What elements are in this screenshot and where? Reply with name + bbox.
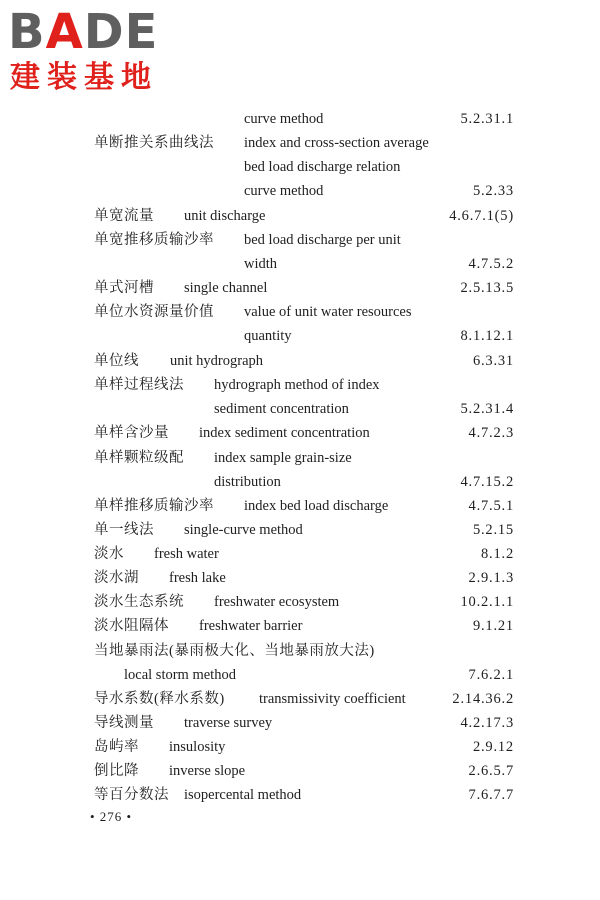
entry-line — [0, 108, 600, 130]
term-zh: 单宽推移质输沙率 — [94, 232, 214, 248]
term-zh: 淡水生态系统 — [94, 594, 184, 610]
term-en: isopercental method — [184, 787, 302, 803]
logo-subtitle: 建装基地 — [10, 60, 158, 95]
entry-line — [0, 180, 600, 202]
term-code: 2.6.5.7 — [468, 763, 514, 779]
term-zh: 等百分数法 — [94, 787, 169, 803]
term-code: 2.5.13.5 — [460, 280, 514, 296]
term-en: index and cross-section average — [244, 135, 429, 151]
term-en: sediment concentration — [214, 401, 349, 417]
entry-line — [0, 156, 600, 178]
term-en: bed load discharge per unit — [244, 232, 401, 248]
term-code: 10.2.1.1 — [460, 594, 514, 610]
term-code: 6.3.31 — [472, 353, 514, 369]
entry-line — [0, 784, 600, 806]
entry-line — [0, 640, 600, 662]
term-en: fresh water — [154, 546, 219, 562]
entry-line — [0, 712, 600, 734]
entry-line — [0, 495, 600, 517]
term-en: curve method — [244, 111, 324, 127]
term-code: 8.1.2 — [481, 546, 514, 562]
entry-line — [0, 688, 600, 710]
term-code: 4.7.2.3 — [468, 425, 514, 441]
term-en: transmissivity coefficient — [259, 691, 406, 707]
term-code: 2.9.1.3 — [468, 570, 514, 586]
entry-line — [0, 325, 600, 347]
term-en: value of unit water resources — [244, 304, 412, 320]
term-code: 4.2.17.3 — [460, 715, 514, 731]
term-en: width — [244, 256, 278, 272]
term-zh: 单一线法 — [94, 522, 154, 538]
term-zh: 导水系数(释水系数) — [94, 691, 225, 707]
entry-line — [0, 760, 600, 782]
term-en: quantity — [244, 328, 292, 344]
entry-line — [0, 374, 600, 396]
term-en: curve method — [244, 183, 324, 199]
term-code: 4.7.5.1 — [468, 498, 514, 514]
entry-line — [0, 301, 600, 323]
entry-line — [0, 736, 600, 758]
term-zh: 单样含沙量 — [94, 425, 169, 441]
term-en: local storm method — [124, 667, 236, 683]
term-code: 2.14.36.2 — [452, 691, 514, 707]
term-code: 7.6.7.7 — [468, 787, 514, 803]
term-code: 4.7.15.2 — [460, 474, 514, 490]
term-zh: 单样颗粒级配 — [94, 450, 184, 466]
term-code: 8.1.12.1 — [460, 328, 514, 344]
term-en: index sample grain-size — [214, 450, 352, 466]
term-zh: 倒比降 — [94, 763, 139, 779]
term-zh: 淡水 — [94, 546, 124, 562]
term-en: unit discharge — [184, 208, 266, 224]
term-zh: 单位水资源量价值 — [94, 304, 214, 320]
term-code: 5.2.31.1 — [460, 111, 514, 127]
term-zh: 单断推关系曲线法 — [94, 135, 214, 151]
term-en: index sediment concentration — [199, 425, 370, 441]
term-code: 5.2.31.4 — [460, 401, 514, 417]
logo — [8, 2, 178, 98]
entry-line — [0, 229, 600, 251]
term-zh: 单样推移质输沙率 — [94, 498, 214, 514]
term-en: single channel — [184, 280, 268, 296]
term-zh: 当地暴雨法(暴雨极大化、当地暴雨放大法) — [94, 643, 375, 659]
term-en: freshwater ecosystem — [214, 594, 340, 610]
term-zh: 淡水阻隔体 — [94, 618, 169, 634]
term-en: distribution — [214, 474, 281, 490]
entry-line — [0, 350, 600, 372]
page-number: • 276 • — [90, 809, 133, 824]
term-en: single-curve method — [184, 522, 303, 538]
entry-line — [0, 447, 600, 469]
term-zh: 单样过程线法 — [94, 377, 184, 393]
term-en: index bed load discharge — [244, 498, 389, 514]
term-code: 5.2.15 — [472, 522, 514, 538]
term-code: 4.7.5.2 — [468, 256, 514, 272]
term-code: 7.6.2.1 — [468, 667, 514, 683]
term-en: bed load discharge relation — [244, 159, 401, 175]
term-code: 2.9.12 — [472, 739, 514, 755]
entry-line — [0, 664, 600, 686]
term-en: insulosity — [169, 739, 226, 755]
logo-wordmark: BADE — [8, 4, 159, 60]
entry-line — [0, 132, 600, 154]
entry-line — [0, 398, 600, 420]
term-en: unit hydrograph — [170, 353, 264, 369]
term-en: hydrograph method of index — [214, 377, 380, 393]
entry-line — [0, 543, 600, 565]
term-zh: 单宽流量 — [94, 208, 154, 224]
entry-line — [0, 519, 600, 541]
term-zh: 单式河槽 — [94, 280, 154, 296]
term-zh: 岛屿率 — [94, 739, 139, 755]
term-en: inverse slope — [169, 763, 246, 779]
entry-line — [0, 205, 600, 227]
entry-line — [0, 567, 600, 589]
term-code: 9.1.21 — [472, 618, 514, 634]
entry-line — [0, 591, 600, 613]
term-code: 5.2.33 — [472, 183, 514, 199]
term-zh: 导线测量 — [94, 715, 154, 731]
term-code: 4.6.7.1(5) — [449, 208, 514, 224]
entry-line — [0, 277, 600, 299]
term-en: traverse survey — [184, 715, 273, 731]
term-en: fresh lake — [169, 570, 226, 586]
term-en: freshwater barrier — [199, 618, 303, 634]
entry-line — [0, 422, 600, 444]
term-zh: 单位线 — [94, 353, 139, 369]
entry-line — [0, 471, 600, 493]
term-zh: 淡水湖 — [94, 570, 139, 586]
entry-line — [0, 615, 600, 637]
entry-line — [0, 253, 600, 275]
